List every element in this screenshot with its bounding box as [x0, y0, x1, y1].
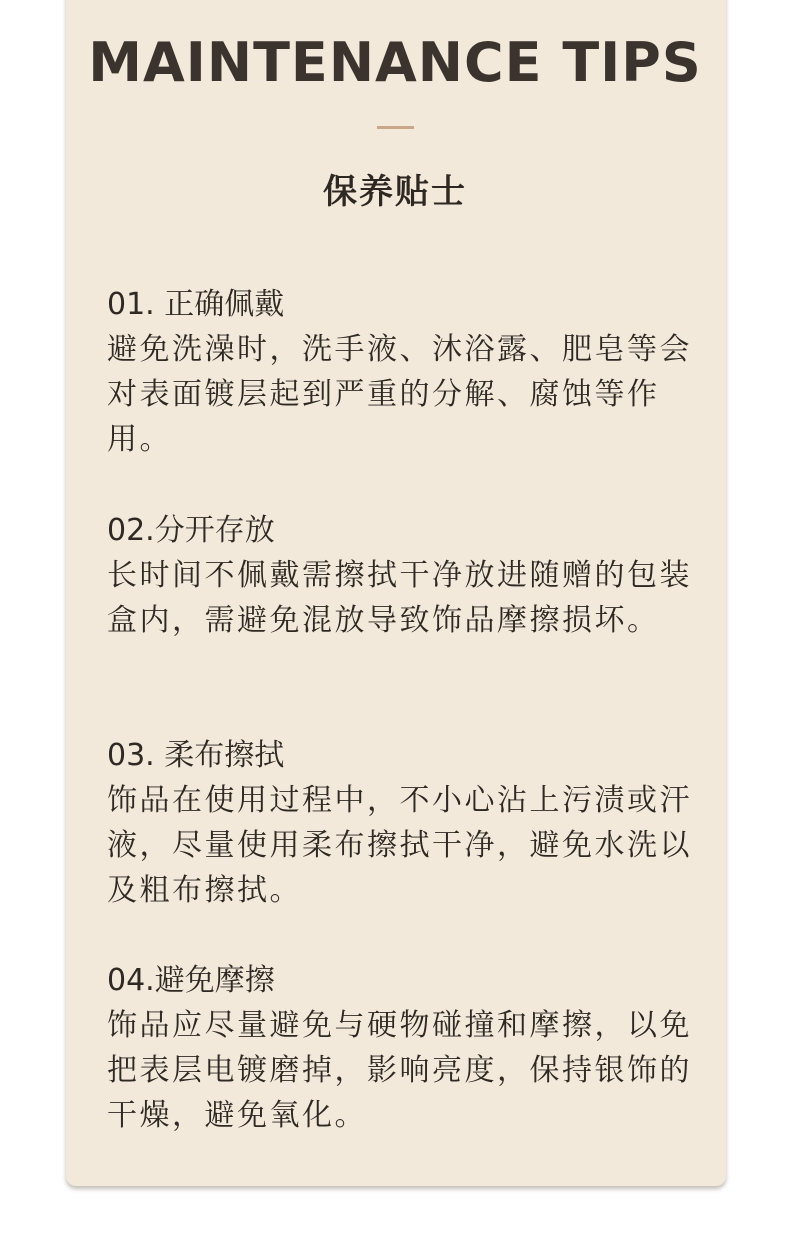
- tip-section: [107, 733, 697, 913]
- tip-section: [107, 958, 697, 1138]
- tip-heading: 04.避免摩擦: [107, 963, 275, 998]
- tip-body: 长时间不佩戴需擦拭干净放进随赠的包装盒内，需避免混放导致饰品摩擦损坏。: [107, 558, 692, 638]
- tip-body: 避免洗澡时，洗手液、沐浴露、肥皂等会对表面镀层起到严重的分解、腐蚀等作用。: [107, 332, 692, 457]
- tip-section: [107, 282, 697, 462]
- tip-body: 饰品应尽量避免与硬物碰撞和摩擦，以免把表层电镀磨掉，影响亮度，保持银饰的干燥，避免氧化。: [107, 1008, 692, 1133]
- tip-heading: 03. 柔布擦拭: [107, 738, 285, 773]
- tip-body: 饰品在使用过程中，不小心沾上污渍或汗液，尽量使用柔布擦拭干净，避免水洗以及粗布擦拭。: [107, 783, 692, 908]
- tip-section: [107, 508, 697, 643]
- title-divider: [377, 126, 414, 129]
- page-subtitle: 保养贴士: [323, 172, 467, 212]
- tip-heading: 02.分开存放: [107, 513, 275, 548]
- page-title: MAINTENANCE TIPS: [88, 31, 702, 94]
- tip-heading: 01. 正确佩戴: [107, 287, 285, 322]
